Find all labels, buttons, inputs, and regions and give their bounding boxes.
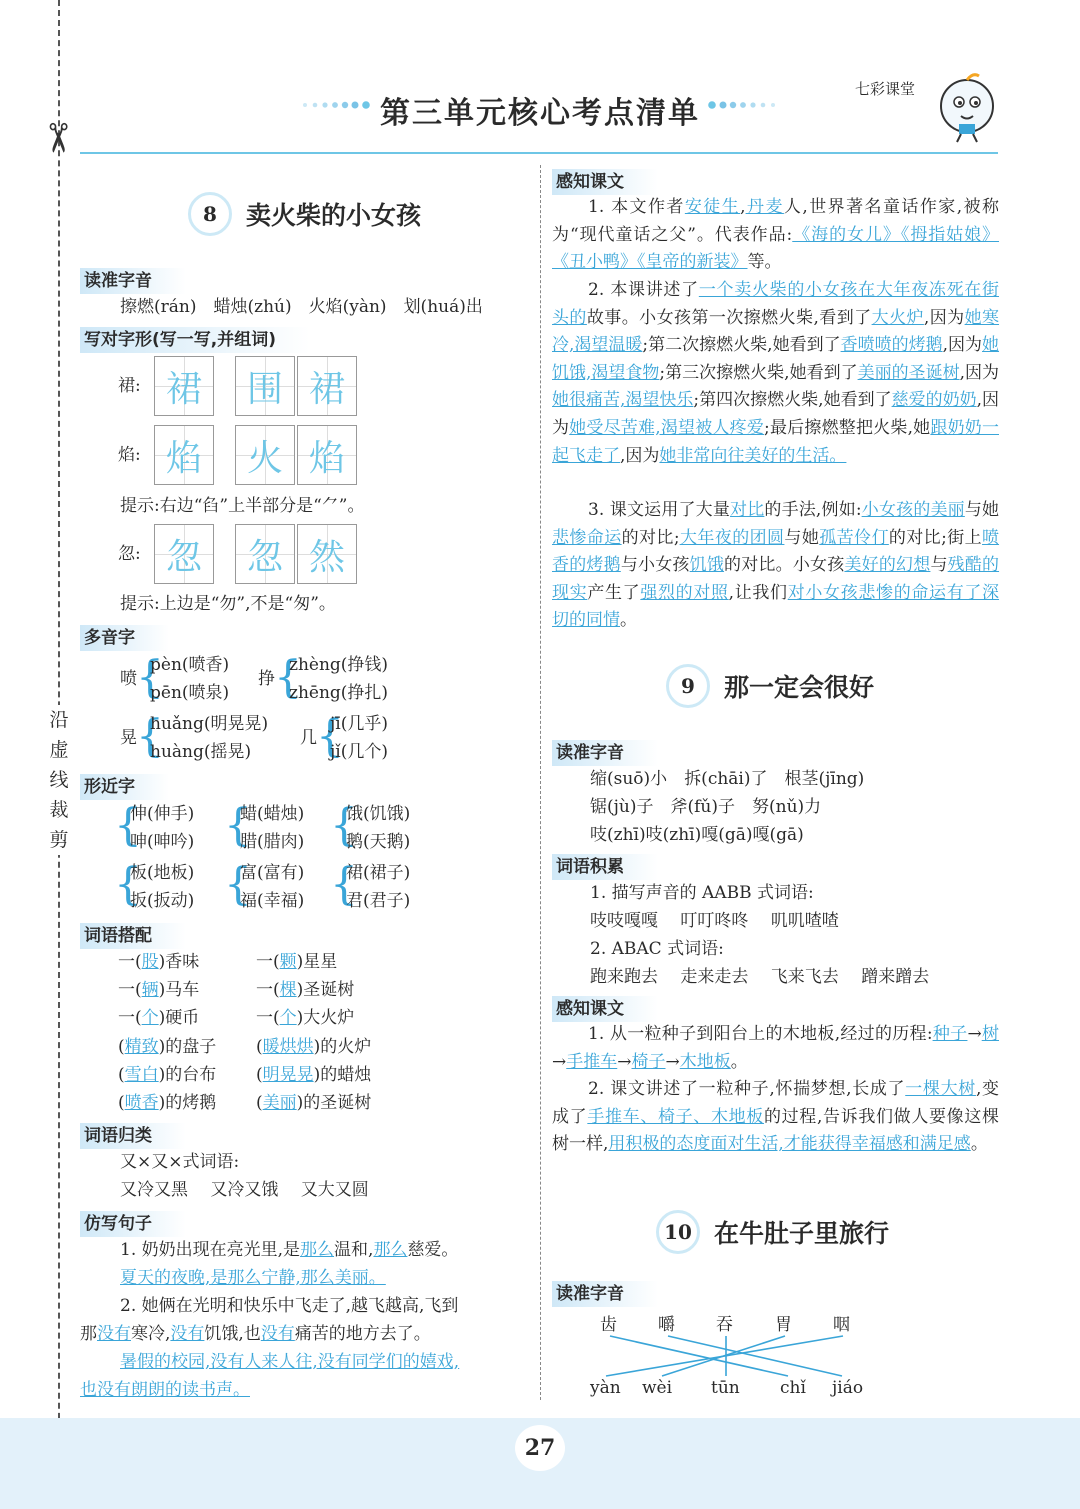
- match-char: 吞: [716, 1315, 733, 1335]
- brace-icon: {: [316, 711, 344, 762]
- collocation-text: )的烤鹅: [158, 1093, 217, 1113]
- answer-text: 个: [279, 1008, 297, 1029]
- cut-instruction: 沿 虚 线 裁 剪: [46, 705, 72, 855]
- collocation-text: )大火炉: [296, 1008, 355, 1029]
- imitate-sentence-1: 1. 奶奶出现在亮光里,是那么温和,那么慈爱。: [120, 1240, 459, 1260]
- similar-word: 福(幸福): [240, 891, 305, 911]
- paragraph-text: 的对比。小女孩: [724, 555, 845, 576]
- pinyin-line: 锯(jù)子 斧(fǔ)子 努(nǔ)力: [590, 797, 822, 817]
- perceive-paragraph-9-2: [552, 1076, 999, 1159]
- hint: 提示:右边“臽”上半部分是“⺈”。: [120, 496, 365, 516]
- char-box: 焰: [154, 425, 214, 485]
- match-pinyin: jiáo: [832, 1378, 864, 1398]
- paragraph-text: →: [967, 1024, 982, 1044]
- brace-icon: {: [330, 859, 358, 910]
- page-title: 第三单元核心考点清单: [380, 96, 700, 131]
- char-box: 围: [235, 356, 295, 416]
- section-label: 感知课文: [552, 996, 658, 1022]
- imitate-answer-2b: 也没有朗朗的读书声。: [80, 1380, 250, 1400]
- answer-text: 明晃晃: [262, 1064, 314, 1085]
- collocation-text: )香味: [158, 952, 200, 972]
- word-category: 1. 描写声音的 AABB 式词语:: [590, 883, 814, 903]
- match-char: 嚼: [658, 1315, 675, 1335]
- paragraph-text: 3. 课文运用了大量: [588, 500, 731, 520]
- paragraph-text: 故事。小女孩第一次擦燃火柴,看到了: [586, 307, 872, 328]
- lesson-title: 卖火柴的小女孩: [246, 201, 422, 230]
- collocation-text: )的蜡烛: [313, 1064, 372, 1085]
- lesson-10-heading: [656, 1210, 889, 1254]
- answer-text: 股: [141, 952, 159, 972]
- collocation-text: (: [118, 1036, 125, 1057]
- paragraph-text: ;第三次擦燃火柴,她看到了: [659, 362, 858, 383]
- similar-word: 呻(呻吟): [130, 832, 195, 852]
- match-char: 胃: [775, 1315, 792, 1335]
- collocation: [118, 948, 199, 976]
- poly-reading: jī(几乎): [330, 714, 388, 734]
- collocation-text: (: [256, 1064, 263, 1085]
- answer-text: 饥饿: [689, 555, 725, 576]
- write-label: 裙:: [118, 376, 141, 396]
- answer-text: 对比: [730, 500, 765, 520]
- answer-text: 《海的女儿》《拇指姑娘》《丑小鸭》《皇帝的新装》: [552, 224, 1000, 273]
- answer-text: 喷香的烤鹅: [552, 527, 1000, 576]
- answer-text: 大火炉: [871, 307, 924, 328]
- brand-name: 七彩课堂: [855, 80, 916, 98]
- paragraph-text: 的对比;街上: [888, 527, 983, 548]
- answer-text: 一个卖火柴的小女孩在大年夜冻死在街头的: [552, 280, 1000, 328]
- paragraph-text: ,因为: [552, 390, 999, 438]
- similar-word: 君(君子): [346, 891, 411, 911]
- paragraph-text: →: [617, 1051, 632, 1072]
- collocation-text: 一(: [118, 1008, 142, 1029]
- collocation-text: )星星: [296, 952, 338, 972]
- answer-text: 美丽: [262, 1093, 297, 1113]
- perceive-paragraph-9-1: [552, 1021, 999, 1076]
- answer-text: 个: [141, 1008, 159, 1029]
- poly-reading: pēn(喷泉): [150, 683, 230, 703]
- answer-text: 棵: [279, 980, 297, 1001]
- paragraph-text: ;第四次擦燃火柴,她看到了: [693, 390, 892, 411]
- match-char: 齿: [600, 1315, 617, 1335]
- answer-text: 对小女孩悲惨的命运有了深切的同情: [552, 582, 1000, 631]
- collocation-text: )马车: [158, 980, 200, 1001]
- poly-reading: huǎng(明晃晃): [150, 714, 269, 734]
- answer-text: 椅子: [631, 1051, 666, 1072]
- section-label: 词语积累: [552, 854, 658, 880]
- answer-text: 丹麦: [745, 197, 784, 217]
- match-char: 咽: [833, 1315, 850, 1335]
- collocation: [118, 976, 199, 1004]
- paragraph-text: ,变成了: [552, 1079, 1000, 1127]
- answer-text: 喷香: [124, 1093, 159, 1113]
- similar-word: 蜡(蜡烛): [240, 804, 305, 824]
- paragraph-text: 。: [620, 610, 637, 631]
- brace-icon: {: [136, 711, 164, 762]
- answer-text: 手推车、椅子、木地板: [587, 1106, 764, 1127]
- char-box: 裙: [154, 356, 214, 416]
- answer-text: 安徒生: [684, 197, 741, 217]
- collocation-text: 一(: [118, 980, 142, 1001]
- poly-char: 晃: [120, 728, 137, 748]
- answer-text: 手推车: [566, 1051, 618, 1072]
- char-box: 然: [297, 524, 357, 584]
- similar-word: 伸(伸手): [130, 804, 195, 824]
- section-label: 多音字: [80, 625, 169, 651]
- answer-text: 她受尽苦难,渴望被人疼爱: [569, 417, 765, 438]
- paragraph-text: 与她: [964, 500, 1000, 520]
- answer-text: 暖烘烘: [262, 1036, 314, 1057]
- lesson-title: 那一定会很好: [724, 673, 875, 702]
- answer-text: 强烈的对照: [640, 582, 729, 603]
- poly-reading: zhèng(挣钱): [289, 655, 389, 675]
- section-label: 仿写句子: [80, 1211, 186, 1237]
- similar-word: 腊(腊肉): [240, 832, 305, 852]
- section-label: 写对字形(写一写,并组词): [80, 327, 310, 353]
- paragraph-text: ,因为: [923, 307, 965, 328]
- section-label: 词语归类: [80, 1123, 186, 1149]
- paragraph-text: ,因为: [620, 445, 660, 466]
- answer-text: 美丽的圣诞树: [857, 362, 960, 383]
- paragraph-text: ;第二次擦燃火柴,她看到了: [642, 335, 841, 356]
- char-box: 忽: [154, 524, 214, 584]
- write-label: 忽:: [118, 544, 141, 564]
- brace-icon: {: [224, 800, 252, 851]
- brace-icon: {: [274, 652, 302, 703]
- char-box: 焰: [297, 425, 357, 485]
- collocation: [118, 1061, 216, 1089]
- lesson-number: 8: [188, 192, 232, 236]
- mascot-icon: [935, 72, 999, 144]
- collocation-text: 一(: [256, 980, 280, 1001]
- char-box: 忽: [235, 524, 295, 584]
- paragraph-text: →: [665, 1051, 680, 1072]
- dots-decoration-right: [700, 100, 780, 110]
- answer-text: 辆: [141, 980, 159, 1001]
- section-label: 读准字音: [552, 1281, 658, 1307]
- collocation: [118, 1004, 199, 1032]
- answer-text: 美好的幻想: [844, 555, 931, 576]
- answer-text: 颗: [279, 952, 297, 972]
- paragraph-text: 与她: [784, 527, 820, 548]
- collocation-text: )的盘子: [158, 1036, 217, 1057]
- paragraph-text: 2. 本课讲述了: [588, 280, 699, 300]
- paragraph-text: 等。: [747, 252, 782, 273]
- answer-text: 孤苦伶仃: [819, 527, 889, 548]
- collocation: [256, 1061, 371, 1089]
- answer-text: 残酷的现实: [552, 555, 1000, 603]
- lesson-number: 10: [656, 1210, 700, 1254]
- collocation-text: )的台布: [158, 1064, 217, 1085]
- paragraph-text: ;最后擦燃整把火柴,她: [764, 417, 931, 438]
- paragraph-text: ,因为: [942, 335, 983, 356]
- poly-char: 喷: [120, 669, 137, 689]
- paragraph-text: 。: [730, 1051, 748, 1072]
- similar-word: 扳(扳动): [130, 891, 195, 911]
- collocation-text: (: [118, 1064, 125, 1085]
- word-list: 吱吱嘎嘎 叮叮咚咚 叽叽喳喳: [590, 911, 839, 931]
- paragraph-text: ,因为: [959, 362, 1000, 383]
- char-box: 火: [235, 425, 295, 485]
- collocation: [256, 1033, 371, 1061]
- brace-icon: {: [114, 800, 142, 851]
- poly-reading: jǐ(几个): [330, 742, 388, 762]
- answer-text: 种子: [932, 1024, 968, 1044]
- answer-text: 雪白: [124, 1064, 159, 1085]
- answer-text: 香喷喷的烤鹅: [840, 335, 943, 356]
- poly-char: 几: [300, 728, 317, 748]
- pinyin-line: 擦燃(rán) 蜡烛(zhú) 火焰(yàn) 划(huá)出: [120, 297, 483, 317]
- collocation: [118, 1089, 216, 1117]
- collocation-text: (: [256, 1093, 263, 1113]
- section-label: 读准字音: [80, 268, 186, 294]
- brace-icon: {: [224, 859, 252, 910]
- write-label: 焰:: [118, 445, 141, 465]
- poly-reading: zhēng(挣扎): [289, 683, 389, 703]
- lesson-9-heading: [666, 664, 874, 708]
- page-number: 27: [515, 1425, 565, 1471]
- similar-word: 饿(饥饿): [346, 804, 411, 824]
- answer-text: 慈爱的奶奶: [891, 390, 977, 411]
- answer-text: 跟奶奶一起飞走了: [552, 417, 999, 466]
- answer-text: 小女孩的美丽: [861, 500, 965, 520]
- answer-text: 精致: [124, 1036, 159, 1057]
- match-pinyin: yàn: [590, 1378, 621, 1398]
- pinyin-line: 缩(suō)小 拆(chāi)了 根茎(jīng): [590, 769, 865, 789]
- answer-text: 树: [981, 1024, 999, 1044]
- collocation: [256, 976, 354, 1004]
- match-pinyin: tūn: [711, 1378, 740, 1398]
- collocation: [256, 1089, 371, 1117]
- collocation-text: (: [256, 1036, 263, 1057]
- collocation-text: 一(: [256, 952, 280, 972]
- char-box: 裙: [297, 356, 357, 416]
- answer-text: 大年夜的团圆: [679, 527, 785, 548]
- paragraph-text: ,让我们: [728, 582, 788, 603]
- classify-words: 又冷又黑 又冷又饿 又大又圆: [120, 1180, 369, 1200]
- poly-char: 挣: [258, 669, 275, 689]
- lesson-8-heading: [188, 192, 421, 236]
- word-list: 跑来跑去 走来走去 飞来飞去 蹭来蹭去: [590, 967, 930, 987]
- imitate-answer-1: 夏天的夜晚,是那么宁静,那么美丽。: [120, 1268, 386, 1288]
- imitate-sentence-2b: 那没有寒冷,没有饥饿,也没有痛苦的地方去了。: [80, 1324, 431, 1344]
- brace-icon: {: [114, 859, 142, 910]
- collocation-text: 一(: [256, 1008, 280, 1029]
- paragraph-text: 人,世界著名童话作家,被称为“现代童话之父”。代表作品:: [552, 197, 1000, 245]
- answer-text: 她非常向往美好的生活。: [659, 445, 847, 466]
- paragraph-text: 的手法,例如:: [764, 500, 862, 520]
- classify-title: 又×又×式词语:: [120, 1152, 240, 1172]
- answer-text: 她饥饿,渴望食物: [552, 335, 1000, 383]
- poly-reading: pèn(喷香): [150, 655, 230, 675]
- collocation: [256, 948, 337, 976]
- section-label: 形近字: [80, 774, 169, 800]
- paragraph-text: 产生了: [587, 582, 641, 603]
- hint: 提示:上边是“勿”,不是“匆”。: [120, 594, 336, 614]
- collocation: [118, 1033, 216, 1061]
- perceive-paragraph-1: [552, 194, 999, 277]
- paragraph-text: 的过程,告诉我们做人要像这棵树一样,: [552, 1106, 1000, 1155]
- collocation-text: 一(: [118, 952, 142, 972]
- paragraph-text: ,: [740, 197, 746, 217]
- paragraph-text: 。: [970, 1134, 988, 1155]
- brace-icon: {: [136, 652, 164, 703]
- collocation-text: (: [118, 1093, 125, 1113]
- paragraph-text: →: [552, 1051, 567, 1072]
- answer-text: 她寒冷,渴望温暖: [552, 307, 1000, 356]
- answer-text: 用积极的态度面对生活,才能获得幸福感和满足感: [608, 1134, 971, 1155]
- imitate-sentence-2: 2. 她俩在光明和快乐中飞走了,越飞越高,飞到: [120, 1296, 459, 1316]
- similar-word: 富(富有): [240, 863, 305, 883]
- answer-text: 悲惨命运: [552, 527, 622, 548]
- paragraph-text: 2. 课文讲述了一粒种子,怀揣梦想,长成了: [588, 1079, 906, 1099]
- header-rule: [80, 152, 998, 154]
- paragraph-text: 与小女孩: [620, 555, 690, 576]
- word-category: 2. ABAC 式词语:: [590, 939, 724, 959]
- lesson-title: 在牛肚子里旅行: [714, 1219, 890, 1248]
- perceive-paragraph-2: [552, 277, 999, 470]
- collocation-text: )的火炉: [313, 1036, 372, 1057]
- scissors-icon: ✂: [33, 121, 80, 155]
- similar-word: 裙(裙子): [346, 863, 411, 883]
- paragraph-text: 1. 从一粒种子到阳台上的木地板,经过的历程:: [588, 1024, 933, 1044]
- section-label: 词语搭配: [80, 923, 186, 949]
- column-divider: [540, 165, 541, 1400]
- brace-icon: {: [330, 800, 358, 851]
- imitate-answer-2: 暑假的校园,没有人来人往,没有同学们的嬉戏,: [120, 1352, 460, 1372]
- pinyin-line: 吱(zhī)吱(zhī)嘎(gā)嘎(gā): [590, 825, 804, 845]
- similar-word: 鹅(天鹅): [346, 832, 411, 852]
- paragraph-text: 1. 本文作者: [588, 197, 685, 217]
- match-pinyin: chǐ: [780, 1378, 806, 1398]
- matching-lines: [590, 1334, 860, 1378]
- lesson-number: 9: [666, 664, 710, 708]
- paragraph-text: 的对比;: [621, 527, 680, 548]
- answer-text: 一棵大树: [905, 1079, 976, 1099]
- collocation-text: )圣诞树: [296, 980, 355, 1001]
- answer-text: 木地板: [679, 1051, 731, 1072]
- collocation-text: )硬币: [158, 1008, 200, 1029]
- perceive-paragraph-3: [552, 497, 999, 635]
- collocation-text: )的圣诞树: [296, 1093, 372, 1113]
- poly-reading: huàng(摇晃): [150, 742, 252, 762]
- section-label: 读准字音: [552, 740, 658, 766]
- answer-text: 她很痛苦,渴望快乐: [552, 390, 694, 411]
- similar-word: 板(地板): [130, 863, 195, 883]
- match-pinyin: wèi: [642, 1378, 673, 1398]
- collocation: [256, 1004, 354, 1032]
- paragraph-text: 与: [930, 555, 948, 576]
- section-label: 感知课文: [552, 169, 658, 195]
